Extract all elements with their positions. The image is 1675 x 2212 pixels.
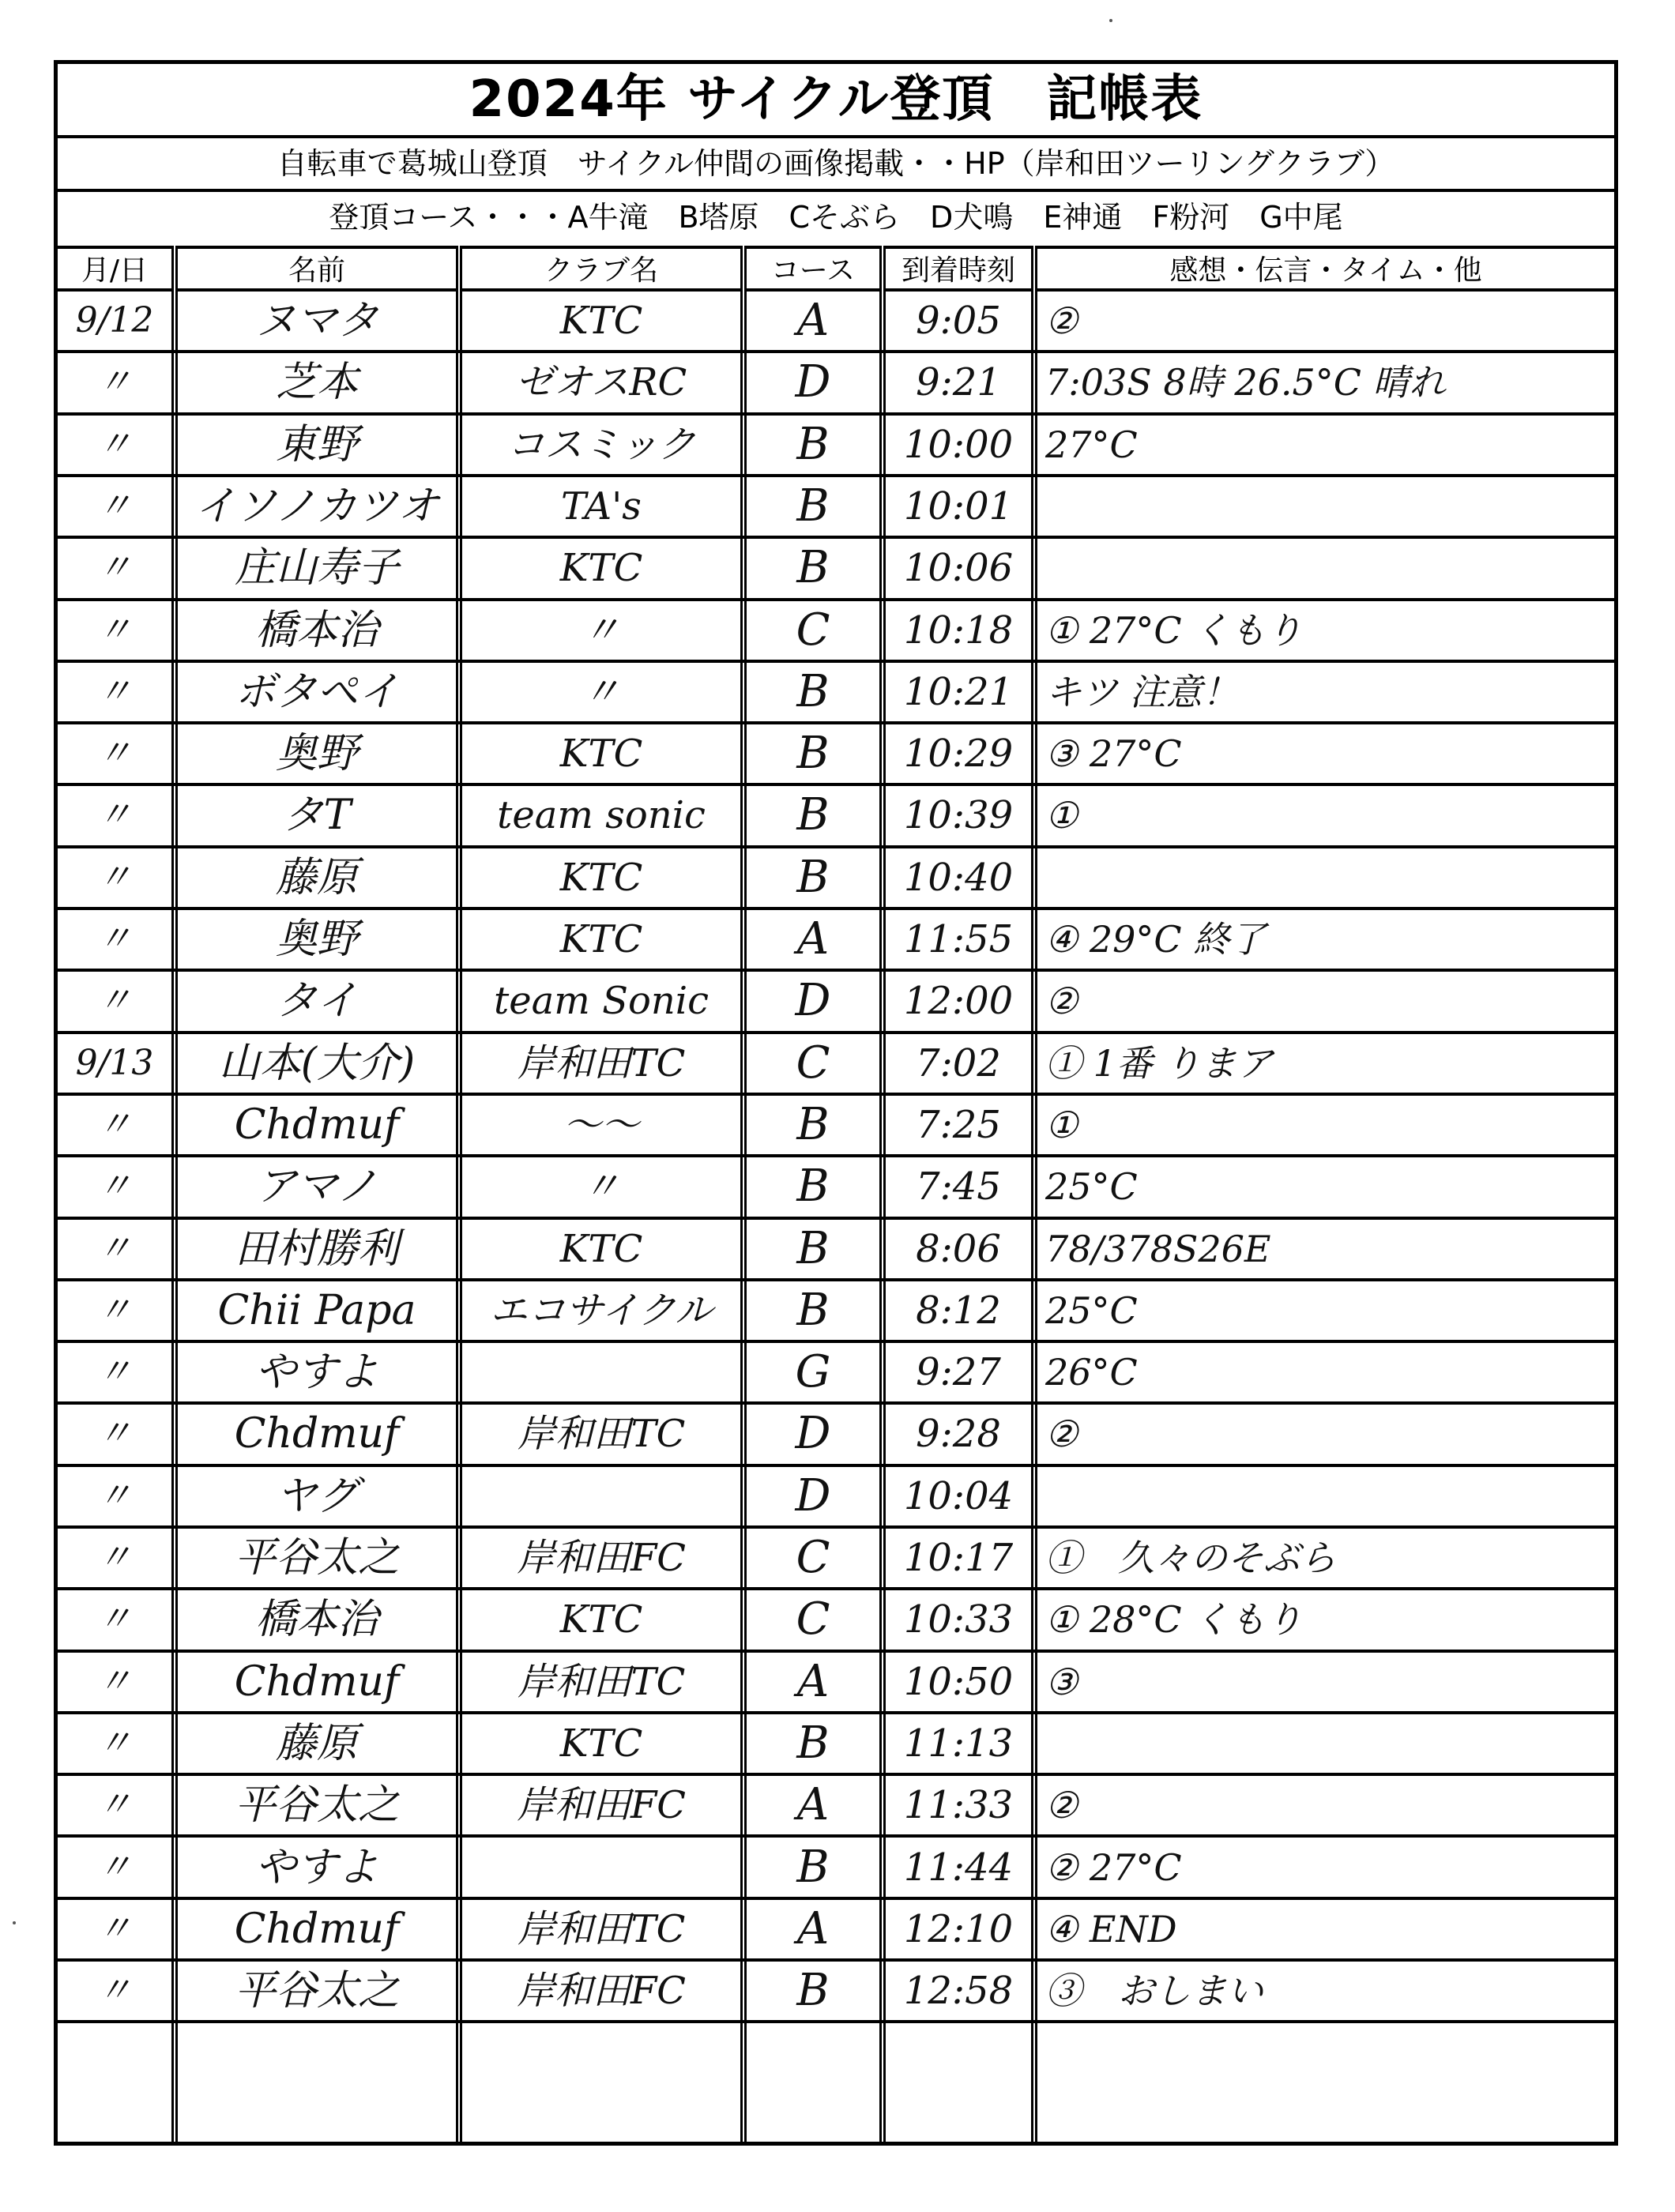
cell-name: 東野 bbox=[275, 421, 358, 468]
cell-name: やすよ bbox=[254, 1844, 378, 1891]
row-divider bbox=[58, 1650, 1614, 1653]
cell-name: 橋本治 bbox=[254, 1596, 378, 1643]
cell-note: ② bbox=[1045, 980, 1078, 1022]
header-course: コース bbox=[747, 246, 879, 292]
cell-course: D bbox=[795, 1408, 831, 1459]
header-note: 感想・伝言・タイム・他 bbox=[1037, 246, 1614, 292]
row-divider bbox=[58, 1958, 1614, 1962]
cell-name: 庄山寿子 bbox=[234, 544, 399, 592]
cell-time: 8:06 bbox=[916, 1227, 1001, 1271]
cell-note: 25°C bbox=[1045, 1289, 1138, 1332]
cell-club: 〃 bbox=[582, 670, 620, 714]
cell-club: 岸和田FC bbox=[516, 1783, 687, 1827]
cell-club: KTC bbox=[559, 917, 643, 961]
cell-club: team Sonic bbox=[493, 979, 709, 1023]
cell-date: 〃 bbox=[97, 1104, 132, 1145]
column-divider bbox=[740, 246, 747, 2142]
cell-club: TA's bbox=[561, 484, 642, 529]
cell-time: 12:10 bbox=[903, 1907, 1014, 1951]
cell-course: D bbox=[795, 356, 831, 408]
cell-name: 奥野 bbox=[275, 730, 358, 777]
cell-name: Chdmuf bbox=[234, 1410, 400, 1458]
cell-name: ボタペイ bbox=[234, 668, 399, 716]
cell-course: C bbox=[796, 1037, 830, 1089]
row-divider bbox=[58, 1217, 1614, 1220]
cell-club: コスミック bbox=[506, 423, 696, 467]
cell-note: ③ bbox=[1045, 1661, 1078, 1703]
row-divider bbox=[58, 660, 1614, 663]
cell-course: B bbox=[796, 666, 830, 717]
cell-time: 11:44 bbox=[903, 1845, 1014, 1890]
cell-note: ② bbox=[1045, 299, 1078, 342]
row-divider bbox=[58, 1711, 1614, 1714]
cell-club: エコサイクル bbox=[489, 1288, 713, 1333]
cell-course: B bbox=[796, 480, 830, 532]
cell-time: 10:29 bbox=[903, 732, 1014, 776]
column-divider bbox=[879, 246, 886, 2142]
cell-date: 〃 bbox=[97, 857, 132, 897]
row-divider bbox=[58, 1154, 1614, 1157]
cell-course: D bbox=[795, 1470, 831, 1522]
row-divider bbox=[58, 1525, 1614, 1529]
row-divider bbox=[58, 1278, 1614, 1281]
cell-name: ヤグ bbox=[275, 1473, 358, 1520]
cell-note: ① 28°C くもり bbox=[1045, 1598, 1303, 1641]
cell-name: タイ bbox=[276, 977, 358, 1025]
cell-note: キツ 注意！ bbox=[1045, 671, 1239, 713]
cell-name: Chdmuf bbox=[234, 1905, 400, 1953]
cell-club: 岸和田TC bbox=[517, 1412, 686, 1456]
cell-date: 〃 bbox=[97, 362, 132, 402]
cell-time: 9:27 bbox=[916, 1350, 1001, 1394]
row-divider bbox=[58, 412, 1614, 416]
sheet-title: 2024年 サイクル登頂 記帳表 bbox=[58, 64, 1614, 138]
cell-time: 10:17 bbox=[903, 1536, 1014, 1580]
header-club: クラブ名 bbox=[462, 246, 740, 292]
cell-course: B bbox=[796, 789, 830, 841]
cell-club: 岸和田FC bbox=[516, 1969, 687, 2013]
cell-club: KTC bbox=[559, 1597, 643, 1642]
cell-name: 藤原 bbox=[275, 854, 358, 901]
cell-note: 26°C bbox=[1045, 1351, 1138, 1394]
cell-time: 10:50 bbox=[903, 1660, 1014, 1704]
cell-name: 山本(大介) bbox=[218, 1040, 416, 1087]
cell-time: 12:00 bbox=[903, 979, 1014, 1023]
header-date: 月/日 bbox=[58, 246, 171, 292]
cell-name: 奥野 bbox=[275, 916, 358, 963]
header-name: 名前 bbox=[178, 246, 456, 292]
cell-club: KTC bbox=[559, 1721, 643, 1766]
cell-note bbox=[1037, 479, 1614, 534]
cell-date: 〃 bbox=[97, 795, 132, 835]
cell-time: 12:58 bbox=[903, 1969, 1014, 2013]
cell-name: Chdmuf bbox=[234, 1101, 400, 1149]
cell-course: B bbox=[796, 1285, 830, 1336]
cell-time: 7:45 bbox=[916, 1164, 1001, 1209]
course-legend: 登頂コース・・・A牛滝 B塔原 Cそぶら D犬鳴 E神通 F粉河 G中尾 bbox=[329, 200, 1343, 235]
cell-club: team sonic bbox=[497, 793, 706, 837]
cell-time: 11:33 bbox=[903, 1783, 1014, 1827]
row-divider bbox=[58, 1031, 1614, 1034]
column-divider bbox=[1031, 246, 1037, 2142]
cell-club bbox=[462, 1469, 740, 1524]
cell-date: 〃 bbox=[97, 919, 132, 959]
cell-time: 8:12 bbox=[916, 1288, 1001, 1333]
cell-note: ② bbox=[1045, 1784, 1078, 1826]
cell-time: 7:02 bbox=[916, 1041, 1001, 1085]
cell-time: 10:40 bbox=[903, 856, 1014, 900]
cell-course: G bbox=[795, 1346, 831, 1398]
cell-name: 平谷太之 bbox=[234, 1967, 399, 2014]
cell-name: Chii Papa bbox=[217, 1287, 416, 1334]
row-divider bbox=[58, 1340, 1614, 1343]
cell-course: B bbox=[796, 542, 830, 593]
cell-name: ヌマタ bbox=[254, 297, 378, 344]
cell-time: 10:04 bbox=[903, 1474, 1014, 1518]
row-divider bbox=[58, 783, 1614, 786]
cell-name: 平谷太之 bbox=[234, 1781, 399, 1829]
cell-date: 9/13 bbox=[75, 1043, 154, 1083]
cell-date: 〃 bbox=[97, 1413, 132, 1454]
row-divider bbox=[58, 907, 1614, 910]
cell-date: 〃 bbox=[97, 1599, 132, 1639]
cell-note: ② 27°C bbox=[1045, 1846, 1182, 1889]
cell-note bbox=[1037, 850, 1614, 905]
cell-course: A bbox=[796, 1656, 830, 1707]
cell-date: 〃 bbox=[97, 1723, 132, 1763]
cell-date: 〃 bbox=[97, 486, 132, 526]
cell-name: 橋本治 bbox=[254, 607, 378, 654]
cell-time: 7:25 bbox=[916, 1103, 1001, 1147]
cell-course: B bbox=[796, 728, 830, 779]
cell-course: B bbox=[796, 1717, 830, 1769]
cell-time: 11:13 bbox=[903, 1721, 1014, 1766]
cell-club: 岸和田TC bbox=[517, 1041, 686, 1085]
row-divider bbox=[58, 969, 1614, 972]
cell-time: 10:33 bbox=[903, 1597, 1014, 1642]
cell-course: A bbox=[796, 1903, 830, 1954]
cell-course: C bbox=[796, 604, 830, 656]
cell-club: 〜〜 bbox=[563, 1103, 639, 1147]
cell-date: 〃 bbox=[97, 1537, 132, 1578]
cell-time: 10:00 bbox=[903, 423, 1014, 467]
cell-date: 〃 bbox=[97, 733, 132, 773]
cell-note bbox=[1037, 1469, 1614, 1524]
cell-note: ③ 27°C bbox=[1045, 732, 1182, 775]
cell-name: Chdmuf bbox=[234, 1658, 400, 1706]
cell-note: ① bbox=[1045, 1104, 1078, 1146]
cell-course: C bbox=[796, 1532, 830, 1583]
cell-date: 〃 bbox=[97, 672, 132, 712]
cell-time: 11:55 bbox=[903, 917, 1014, 961]
cell-name: イソノカツオ bbox=[194, 483, 439, 530]
column-divider bbox=[456, 246, 462, 2142]
cell-course: B bbox=[796, 1223, 830, 1274]
cell-date: 〃 bbox=[97, 547, 132, 588]
cell-time: 10:06 bbox=[903, 546, 1014, 590]
row-divider bbox=[58, 1464, 1614, 1467]
cell-date: 〃 bbox=[97, 610, 132, 650]
cell-date: 〃 bbox=[97, 1228, 132, 1269]
cell-note: ④ END bbox=[1045, 1908, 1177, 1951]
row-divider bbox=[58, 721, 1614, 724]
row-divider bbox=[58, 536, 1614, 539]
cell-course: B bbox=[796, 419, 830, 470]
cell-note: ② bbox=[1045, 1413, 1078, 1455]
cell-club: KTC bbox=[559, 546, 643, 590]
cell-course: A bbox=[796, 295, 830, 346]
cell-time: 9:21 bbox=[916, 360, 1001, 404]
cell-note: 27°C bbox=[1045, 423, 1138, 466]
cell-course: B bbox=[796, 852, 830, 903]
cell-club: 岸和田TC bbox=[517, 1660, 686, 1704]
cell-note: ④ 29°C 終了 bbox=[1045, 918, 1267, 961]
cell-club: 〃 bbox=[582, 608, 620, 653]
cell-date: 〃 bbox=[97, 1661, 132, 1702]
row-divider bbox=[58, 2020, 1614, 2023]
scan-speck bbox=[1109, 19, 1112, 22]
row-divider bbox=[58, 845, 1614, 848]
header-time: 到着時刻 bbox=[886, 246, 1031, 292]
row-divider bbox=[58, 1401, 1614, 1405]
cell-note: ① 1番 りまア bbox=[1045, 1042, 1274, 1085]
row-divider bbox=[58, 350, 1614, 353]
cell-time: 10:39 bbox=[903, 793, 1014, 837]
cell-club: 岸和田TC bbox=[517, 1907, 686, 1951]
cell-time: 9:05 bbox=[916, 299, 1001, 343]
cell-note: ③ おしまい bbox=[1045, 1969, 1263, 2012]
cell-note: 25°C bbox=[1045, 1165, 1138, 1208]
cell-course: A bbox=[796, 1779, 830, 1830]
cell-course: A bbox=[796, 913, 830, 965]
cell-note: ① 27°C くもり bbox=[1045, 609, 1303, 652]
cell-course: C bbox=[796, 1593, 830, 1645]
row-divider bbox=[58, 1834, 1614, 1838]
cell-name: 藤原 bbox=[275, 1720, 358, 1767]
cell-course: B bbox=[796, 1099, 830, 1150]
cell-club: KTC bbox=[559, 732, 643, 776]
log-table bbox=[58, 246, 1614, 2142]
cell-date: 〃 bbox=[97, 424, 132, 465]
cell-note: 78/378S26E bbox=[1045, 1228, 1271, 1270]
cell-date: 〃 bbox=[97, 980, 132, 1021]
cell-time: 10:18 bbox=[903, 608, 1014, 653]
row-divider bbox=[58, 1093, 1614, 1096]
cell-time: 10:21 bbox=[903, 670, 1014, 714]
cell-club: 岸和田FC bbox=[516, 1536, 687, 1580]
cell-club bbox=[462, 1840, 740, 1895]
cell-name: やすよ bbox=[254, 1349, 378, 1396]
cell-date: 〃 bbox=[97, 1166, 132, 1206]
column-divider bbox=[171, 246, 178, 2142]
row-divider bbox=[58, 1587, 1614, 1590]
cell-note: ① bbox=[1045, 794, 1078, 837]
cell-name: 平谷太之 bbox=[234, 1534, 399, 1582]
cell-club: KTC bbox=[559, 856, 643, 900]
cell-course: B bbox=[796, 1965, 830, 2016]
cell-club: KTC bbox=[559, 1227, 643, 1271]
cell-note bbox=[1037, 540, 1614, 596]
cell-time: 10:01 bbox=[903, 484, 1014, 529]
cell-club: KTC bbox=[559, 299, 643, 343]
cell-date: 〃 bbox=[97, 1909, 132, 1949]
cell-date: 〃 bbox=[97, 1847, 132, 1887]
row-divider bbox=[58, 1897, 1614, 1900]
cell-club bbox=[462, 1345, 740, 1400]
cell-course: B bbox=[796, 1841, 830, 1893]
cell-name: 芝本 bbox=[275, 359, 358, 406]
cell-course: D bbox=[795, 975, 831, 1026]
cell-date: 〃 bbox=[97, 1970, 132, 2011]
logbook-sheet bbox=[54, 60, 1618, 2146]
scan-speck bbox=[13, 1921, 16, 1924]
cell-time: 9:28 bbox=[916, 1412, 1001, 1456]
sheet-subtitle: 自転車で葛城山登頂 サイクル仲間の画像掲載・・HP（岸和田ツーリングクラブ） bbox=[58, 138, 1614, 192]
row-divider bbox=[58, 474, 1614, 477]
cell-note: ① 久々のそぶら bbox=[1045, 1537, 1336, 1579]
cell-course: B bbox=[796, 1161, 830, 1212]
cell-name: アマノ bbox=[255, 1163, 378, 1210]
cell-note bbox=[1037, 1716, 1614, 1771]
cell-date: 〃 bbox=[97, 1290, 132, 1330]
row-divider bbox=[58, 1773, 1614, 1776]
cell-date: 9/12 bbox=[75, 300, 154, 340]
cell-name: 田村勝利 bbox=[234, 1225, 399, 1273]
cell-name: タT bbox=[282, 792, 352, 839]
cell-date: 〃 bbox=[97, 1476, 132, 1516]
cell-club: ゼオスRC bbox=[515, 360, 687, 404]
cell-club: 〃 bbox=[582, 1164, 620, 1209]
row-divider bbox=[58, 598, 1614, 601]
cell-date: 〃 bbox=[97, 1352, 132, 1392]
cell-date: 〃 bbox=[97, 1785, 132, 1825]
cell-note: 7:03S 8時 26.5°C 晴れ bbox=[1045, 361, 1446, 404]
